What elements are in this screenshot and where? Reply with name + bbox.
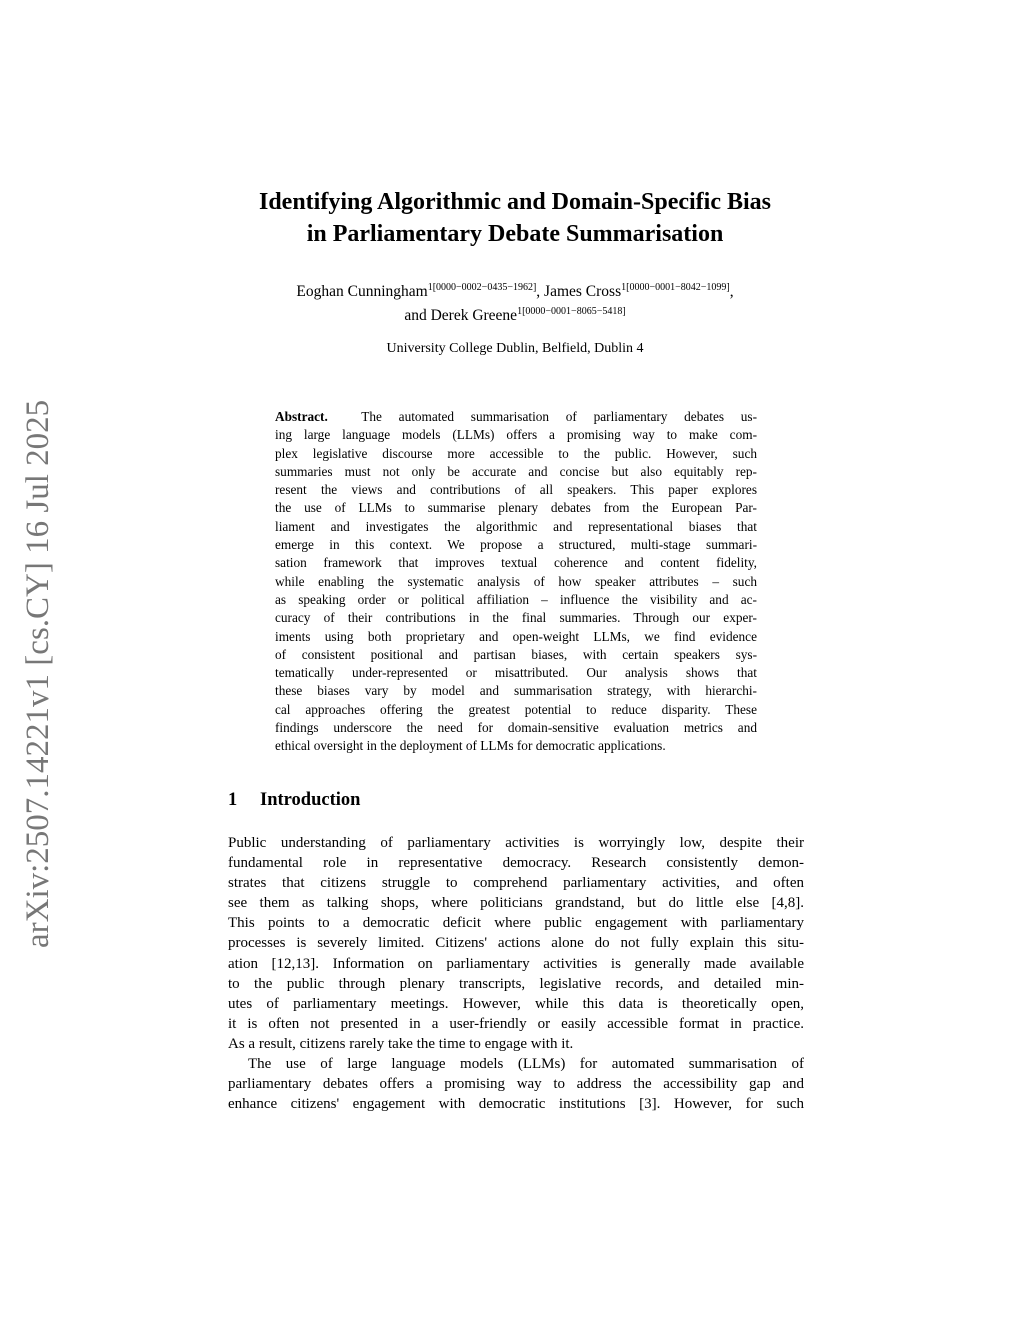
abstract-line: cal approaches offering the greatest potential to reduce disparity. These — [275, 701, 757, 717]
paper-title — [200, 186, 830, 250]
section-heading — [228, 790, 360, 811]
introduction-body — [228, 833, 804, 1114]
abstract-line: tematically under-represented or misattributed. Our analysis shows that — [275, 665, 757, 681]
body-line: Public understanding of parliamentary activities is worryingly low, despite their — [228, 835, 804, 851]
abstract-line: sation framework that improves textual coherence and content fidelity, — [275, 555, 757, 571]
abstract-line: curacy of their contributions in the final summaries. Through our exper- — [275, 610, 757, 626]
abstract-line: while enabling the systematic analysis of how speaker attributes – such — [275, 573, 757, 589]
title-line-2: in Parliamentary Debate Summarisation — [306, 221, 724, 247]
abstract-line: plex legislative discourse more accessible to the public. However, such — [275, 445, 757, 461]
author-name: Eoghan Cunningham — [296, 283, 428, 300]
arxiv-stamp[interactable]: arXiv:2507.14221v1 [cs.CY] 16 Jul 2025 — [20, 399, 56, 948]
abstract-line: ethical oversight in the deployment of LLMs for democratic applications. — [275, 738, 666, 754]
abstract-line: emerge in this context. We propose a structured, multi-stage summari- — [275, 537, 757, 553]
abstract-line: resent the views and contributions of all speakers. This paper explores — [275, 482, 757, 498]
body-line: to the public through plenary transcripts, legislative records, and detailed min- — [228, 975, 804, 992]
body-line: it is often not presented in a user-friendly or easily accessible format in practice. — [228, 1015, 804, 1032]
abstract-line: of consistent positional and partisan biases, with certain speakers sys- — [275, 646, 757, 662]
abstract-line: as speaking order or political affiliation – influence the visibility and ac- — [275, 591, 757, 607]
body-line: fundamental role in representative democracy. Research consistently demon- — [228, 855, 804, 872]
abstract-line: findings underscore the need for domain-sensitive evaluation metrics and — [275, 720, 757, 736]
author-orcid[interactable]: 1[0000−0001−8042−1099] — [621, 282, 730, 293]
abstract-line: iments using both proprietary and open-weight LLMs, we find evidence — [275, 628, 757, 644]
body-line: This points to a democratic deficit where public engagement with parliamentary — [228, 915, 804, 932]
abstract — [275, 408, 757, 756]
author-orcid[interactable]: 1[0000−0002−0435−1962] — [427, 282, 537, 293]
affiliation: University College Dublin, Belfield, Dublin 4 — [386, 341, 644, 356]
abstract-line: these biases vary by model and summarisation strategy, with hierarchi- — [275, 683, 757, 699]
title-line-1: Identifying Algorithmic and Domain-Specific Bias — [258, 189, 772, 215]
body-line: processes is severely limited. Citizens' actions alone do not fully explain this situ- — [228, 935, 804, 952]
author-name: and Derek Greene — [404, 307, 518, 324]
author-orcid[interactable]: 1[0000−0001−8065−5418] — [517, 306, 626, 317]
abstract-label: Abstract. — [275, 409, 328, 424]
abstract-line: summaries must not only be accurate and concise but also equitably rep- — [275, 463, 757, 479]
author-name: James Cross — [544, 283, 622, 300]
body-line: As a result, citizens rarely take the time to engage with it. — [228, 1035, 574, 1052]
authors-line-1: Eoghan Cunningham$^{1[0000-0002-0435-1962]}$, James Cross$^{1[0000-0001-8042-1099]}$, — [296, 282, 734, 300]
body-line: enhance citizens' engagement with democratic institutions [3]. However, for such — [228, 1096, 804, 1113]
abstract-line: liament and investigates the algorithmic and representational biases that — [275, 518, 757, 534]
section-title: Introduction — [260, 790, 361, 810]
authors-line-2 — [200, 304, 830, 328]
body-line: The use of large language models (LLMs) for automated summarisation of — [248, 1056, 804, 1073]
body-line: strates that citizens struggle to comprehend parliamentary activities, and often — [228, 875, 804, 892]
body-line: parliamentary debates offers a promising way to address the accessibility gap and — [228, 1076, 804, 1093]
abstract-line: Abstract. The automated summarisation of parliamentary debates us- — [275, 409, 757, 424]
abstract-line: ing large language models (LLMs) offers a promising way to make com- — [275, 427, 757, 443]
section-number: 1 — [228, 790, 238, 810]
body-line: see them as talking shops, where politicians grandstand, but do little else [4,8]. — [228, 895, 804, 912]
abstract-line: the use of LLMs to summarise plenary debates from the European Par- — [275, 500, 757, 516]
body-line: ation [12,13]. Information on parliamentary activities is generally made available — [228, 955, 804, 972]
body-line: utes of parliamentary meetings. However, while this data is theoretically open, — [228, 995, 804, 1012]
author-list — [200, 280, 830, 328]
